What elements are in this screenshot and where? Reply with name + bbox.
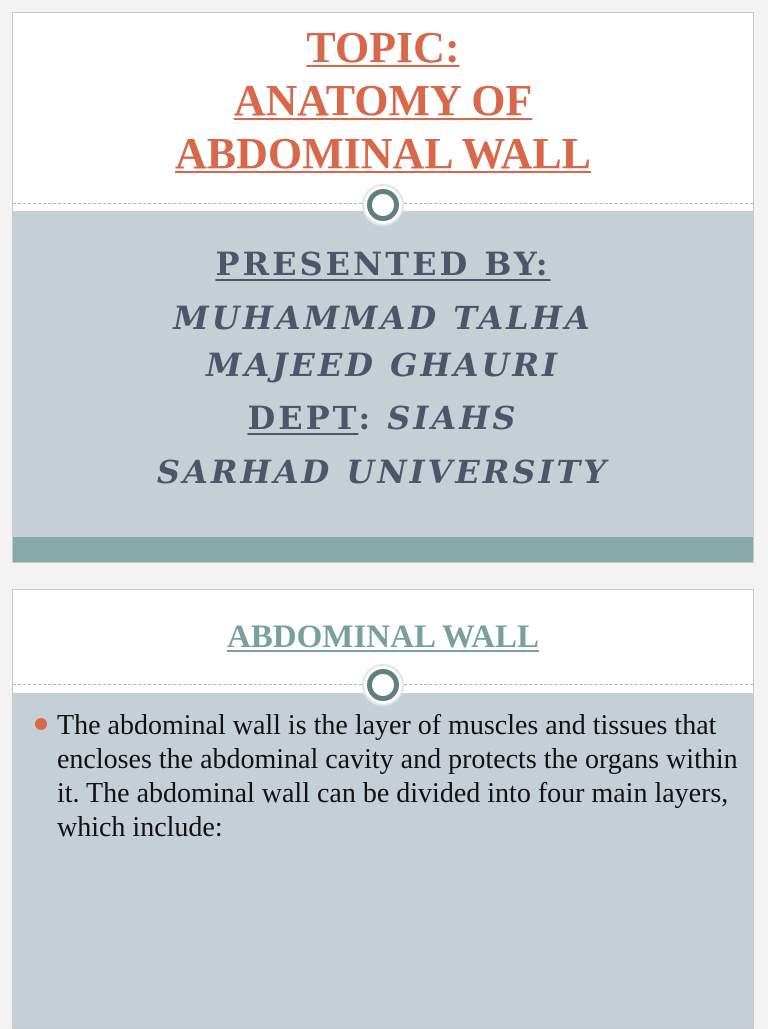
title-slide xyxy=(12,12,754,563)
university-line xyxy=(13,453,753,491)
title-area xyxy=(13,13,753,203)
ring-ornament-icon xyxy=(362,184,404,226)
content-area xyxy=(13,211,753,537)
university-text: SARHAD UNIVERSITY xyxy=(156,453,610,491)
bullet-dot-icon xyxy=(35,718,47,730)
presented-by-text: PRESENTED BY: xyxy=(215,245,551,283)
footer-band xyxy=(13,537,753,563)
slide-title xyxy=(13,13,753,180)
dept-separator: : xyxy=(358,399,388,437)
ring-ornament-icon xyxy=(362,664,404,706)
section-title: ABDOMINAL WALL xyxy=(226,619,540,655)
dept-label: DEPT xyxy=(247,399,359,437)
presenter-name-line2 xyxy=(13,346,753,384)
content-slide xyxy=(12,589,754,1029)
bullet-item xyxy=(33,709,743,845)
bullet-text: The abdominal wall is the layer of muscles and tissues that encloses the abdominal cavity and protects the organs within it. The abdominal wall can be divided into four main layers, which include: xyxy=(57,710,738,843)
presenter-name-text1: MUHAMMAD TALHA xyxy=(173,299,593,337)
presenter-name-text2: MAJEED GHAURI xyxy=(206,346,560,384)
presented-by-label xyxy=(13,245,753,283)
title-line-anatomy: ANATOMY OF xyxy=(233,76,533,125)
dept-value: SIAHS xyxy=(387,399,519,437)
department-line xyxy=(13,399,753,437)
title-line-abdominal-wall: ABDOMINAL WALL xyxy=(174,129,592,178)
presenter-name-line1 xyxy=(13,299,753,337)
title-line-topic: TOPIC: xyxy=(306,23,460,72)
